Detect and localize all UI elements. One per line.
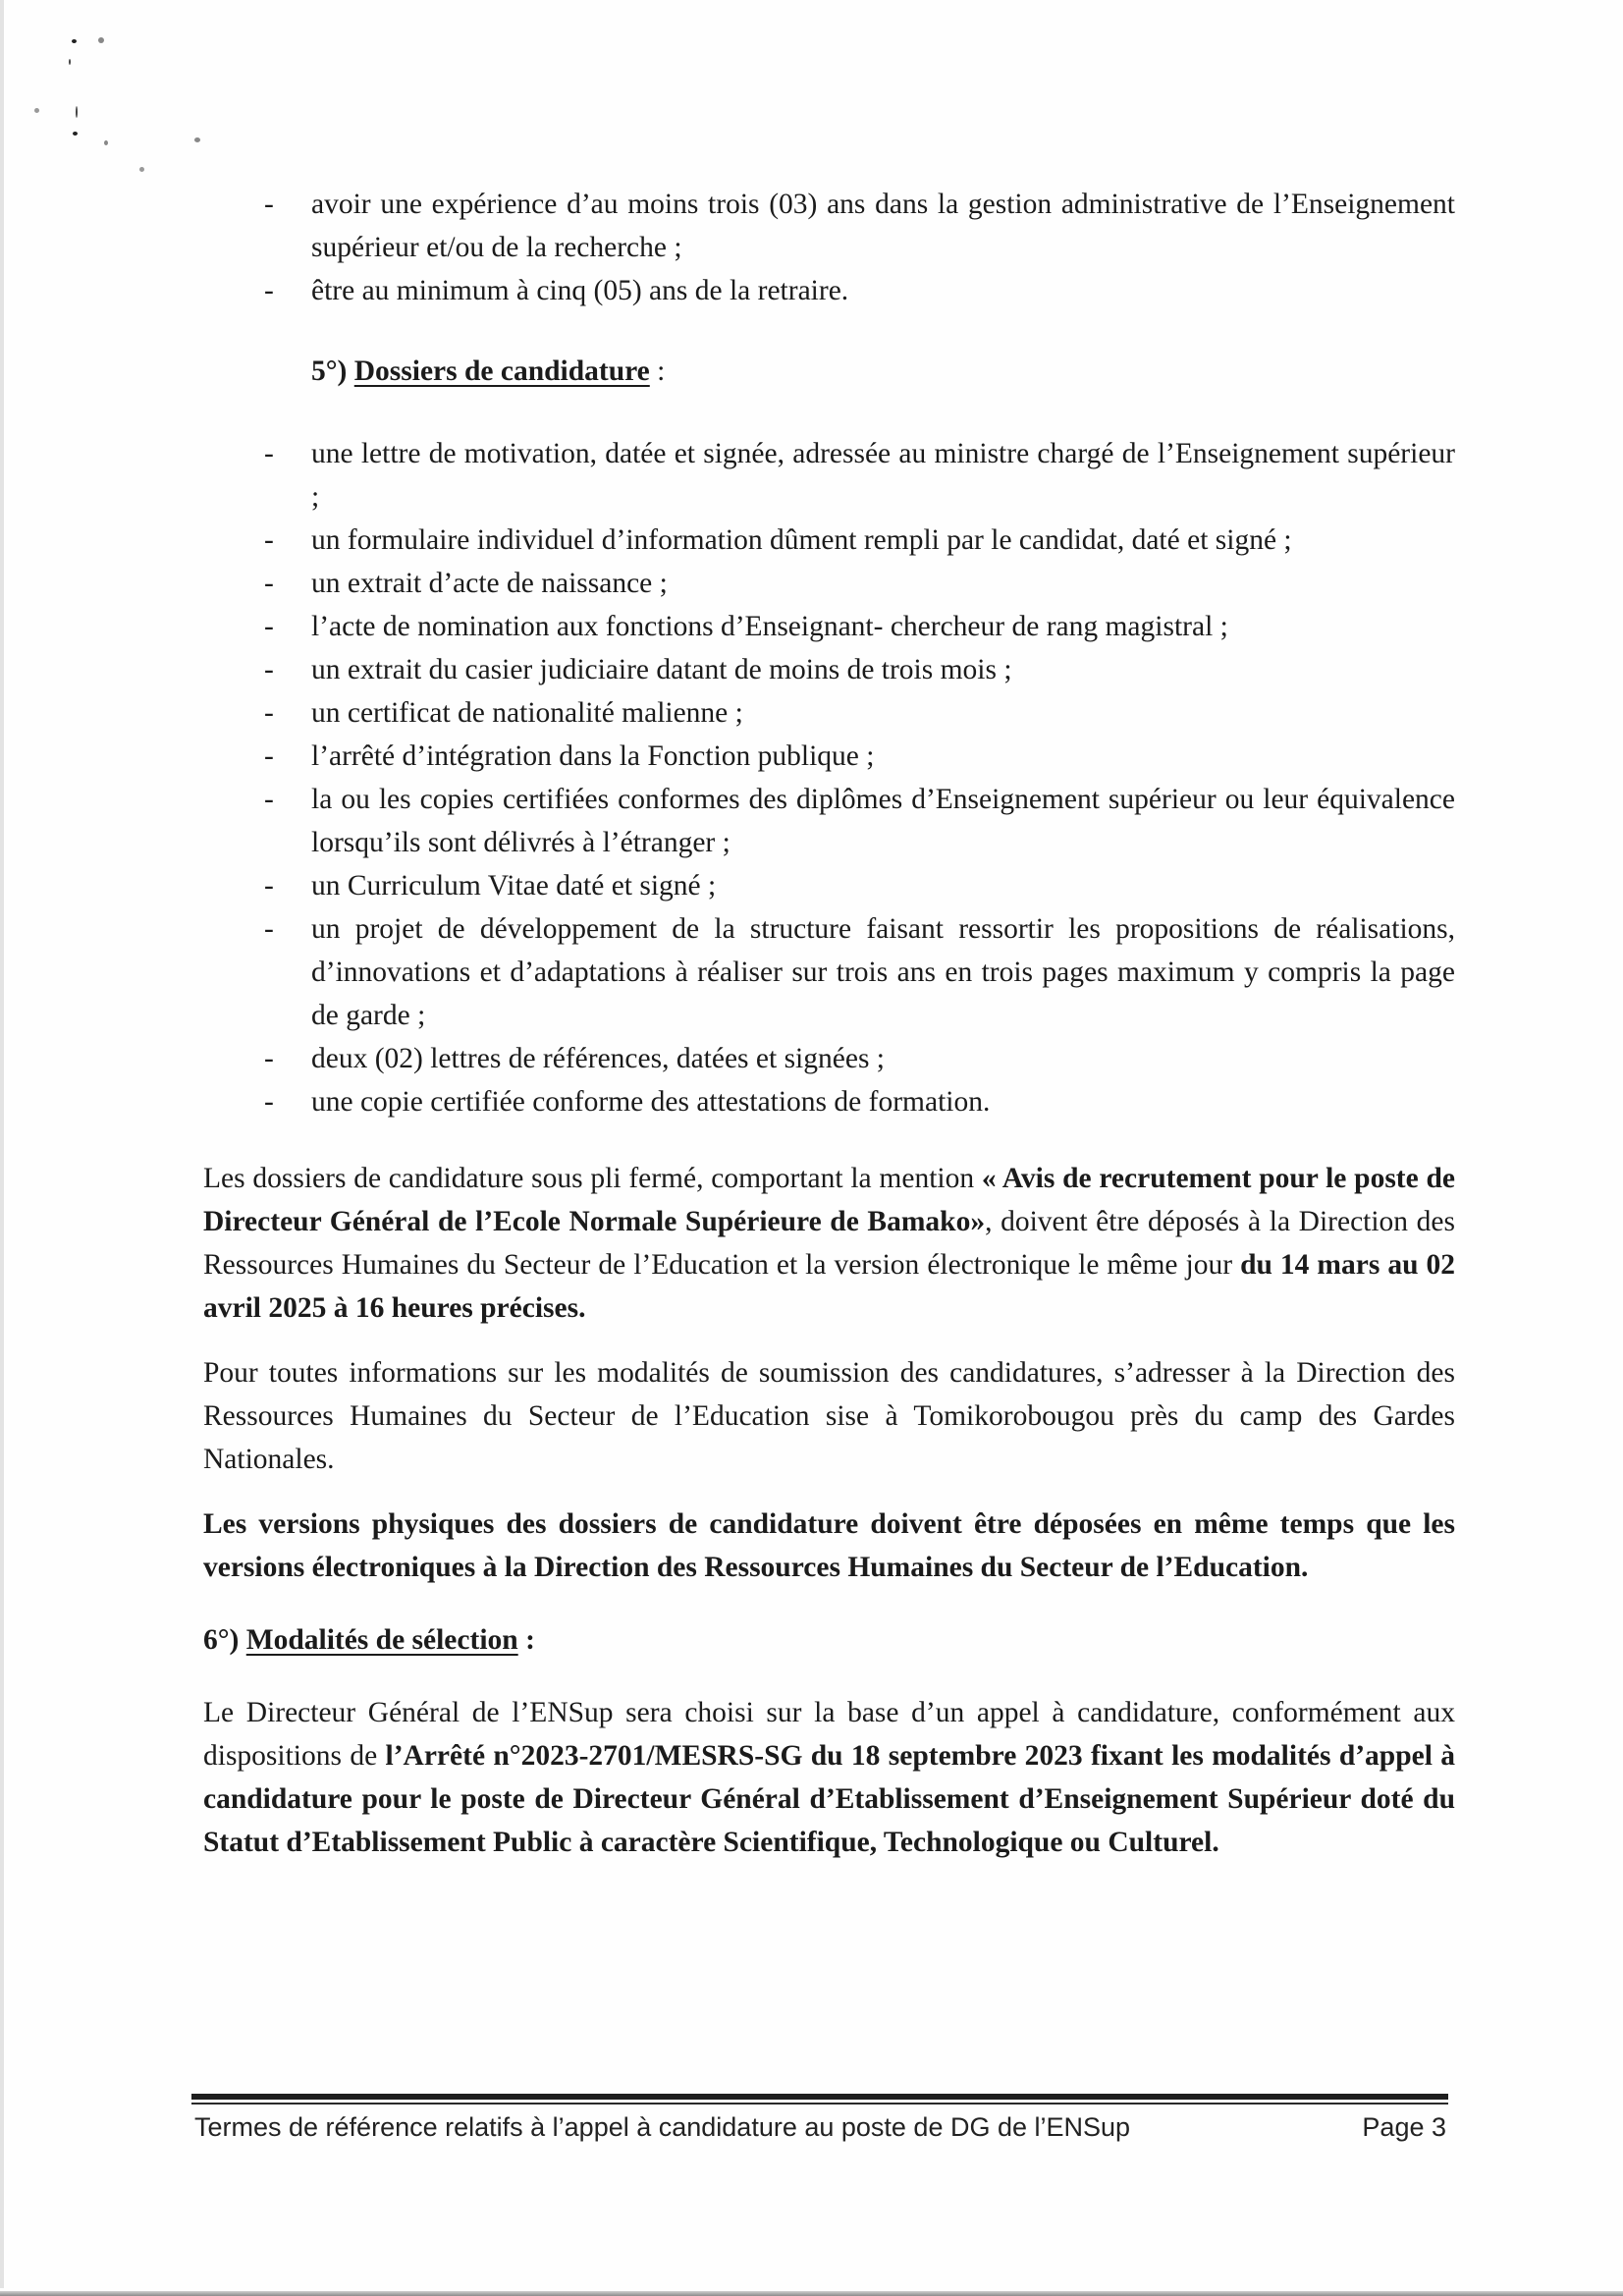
submission-mention: « Avis de recrutement pour le poste de Directeur Général de l’Ecole Normale Supérieure de Bamako» [203,1163,1455,1237]
scan-speck [76,106,78,118]
list-item-text: une copie certifiée conforme des attestations de formation. [311,1086,991,1118]
section-title: Dossiers de candidature [353,355,650,387]
section-suffix: : [517,1624,535,1656]
section-number: 5°) [311,355,348,387]
bullet-dash: - [264,784,274,815]
list-item [203,1080,1455,1123]
list-item [203,605,1455,648]
bullet-dash: - [264,870,274,902]
bullet-dash: - [264,1043,274,1074]
physical-versions-paragraph: Les versions physiques des dossiers de candidature doivent être déposées en même temps que les versions électroniques à la Direction des Ressources Humaines du Secteur de l’Education. [203,1508,1455,1583]
page-footer [194,2107,1446,2147]
information-paragraph: Pour toutes informations sur les modalités de soumission des candidatures, s’adresser à la Direction des Ressources Humaines du Secteur de l’Education sise à Tomikorobougou près du camp des Gardes Nationales. [203,1357,1455,1475]
scan-speck [104,140,108,145]
bullet-dash: - [264,568,274,599]
document-body [203,183,1455,1864]
bullet-dash: - [264,913,274,945]
scan-speck [194,137,200,142]
bullet-dash: - [264,524,274,556]
list-item-text: un formulaire individuel d’information dûment rempli par le candidat, daté et signé ; [311,524,1292,556]
bullet-dash: - [264,611,274,642]
scan-speck [98,37,104,43]
list-item-text: un projet de développement de la structure faisant ressortir les propositions de réalisations, d’innovations et d’adaptations à réaliser sur trois ans en trois pages maximum y compris la page de garde ; [311,913,1455,1031]
footer-rule-thick [191,2094,1448,2100]
section-title: Modalités de sélection [245,1624,518,1656]
bullet-dash: - [264,697,274,729]
bullet-dash: - [264,1086,274,1118]
scan-speck [72,39,77,43]
application-documents-list [203,432,1455,1123]
list-item [203,691,1455,735]
scan-speck [139,167,144,172]
submission-text-2: , doivent être déposés à la Direction des Ressources Humaines du Secteur de l’Education et la version électronique le même jour [203,1206,1456,1281]
bullet-dash: - [264,275,274,306]
list-item-text: deux (02) lettres de références, datées et signées ; [311,1043,885,1074]
scan-left-edge [0,0,4,2288]
list-item [203,519,1455,562]
scan-speck [73,132,78,136]
list-item [203,562,1455,605]
eligibility-list-continued [203,183,1455,312]
submission-deadline: du 14 mars au 02 avril 2025 à 16 heures précises. [203,1249,1455,1324]
list-item-text: un extrait du casier judiciaire datant de moins de trois mois ; [311,654,1012,685]
list-item-text: une lettre de motivation, datée et signée, adressée au ministre chargé de l’Enseignement supérieur ; [311,438,1455,513]
list-item [203,907,1455,1037]
list-item [203,269,1455,312]
list-item-text: être au minimum à cinq (05) ans de la retraire. [311,275,849,306]
list-item-text: l’arrêté d’intégration dans la Fonction publique ; [311,740,875,772]
submission-text-1: Les dossiers de candidature sous pli fermé, comportant la mention [203,1163,982,1194]
bullet-dash: - [264,740,274,772]
page-number: Page 3 [1362,2112,1446,2142]
list-item-text: un Curriculum Vitae daté et signé ; [311,870,717,902]
bullet-dash: - [264,438,274,469]
scan-speck [69,59,71,65]
footer-rule-thin [191,2103,1448,2105]
selection-text: Le Directeur Général de l’ENSup sera choisi sur la base d’un appel à candidature, conformément aux dispositions de [203,1697,1455,1772]
bullet-dash: - [264,654,274,685]
list-item-text: un extrait d’acte de naissance ; [311,568,668,599]
list-item-text: la ou les copies certifiées conformes des diplômes d’Enseignement supérieur ou leur équivalence lorsqu’ils sont délivrés à l’étranger ; [311,784,1455,858]
scan-speck [34,108,39,113]
scan-bottom-edge [0,2291,1623,2296]
selection-paragraph [203,1691,1455,1864]
list-item [203,183,1455,269]
section-suffix: : [649,355,666,387]
section-6-heading [203,1618,1455,1662]
list-item [203,778,1455,864]
list-item-text: un certificat de nationalité malienne ; [311,697,743,729]
list-item [203,648,1455,691]
list-item [203,864,1455,907]
list-item [203,432,1455,519]
footer-title: Termes de référence relatifs à l’appel à candidature au poste de DG de l’ENSup [194,2112,1131,2142]
section-number: 6°) [203,1624,240,1656]
section-5-heading [311,350,1455,393]
bullet-dash: - [264,189,274,220]
list-item [203,735,1455,778]
list-item-text: avoir une expérience d’au moins trois (03) ans dans la gestion administrative de l’Enseignement supérieur et/ou de la recherche ; [311,189,1455,263]
selection-decree-reference: l’Arrêté n°2023-2701/MESRS-SG du 18 septembre 2023 fixant les modalités d’appel à candidature pour le poste de Directeur Général d’Etablissement d’Enseignement Supérieur doté du Statut d’Etablissement Public à caractère Scientifique, Technologique ou Culturel. [203,1740,1455,1858]
submission-paragraph [203,1157,1455,1330]
list-item-text: l’acte de nomination aux fonctions d’Enseignant- chercheur de rang magistral ; [311,611,1228,642]
list-item [203,1037,1455,1080]
